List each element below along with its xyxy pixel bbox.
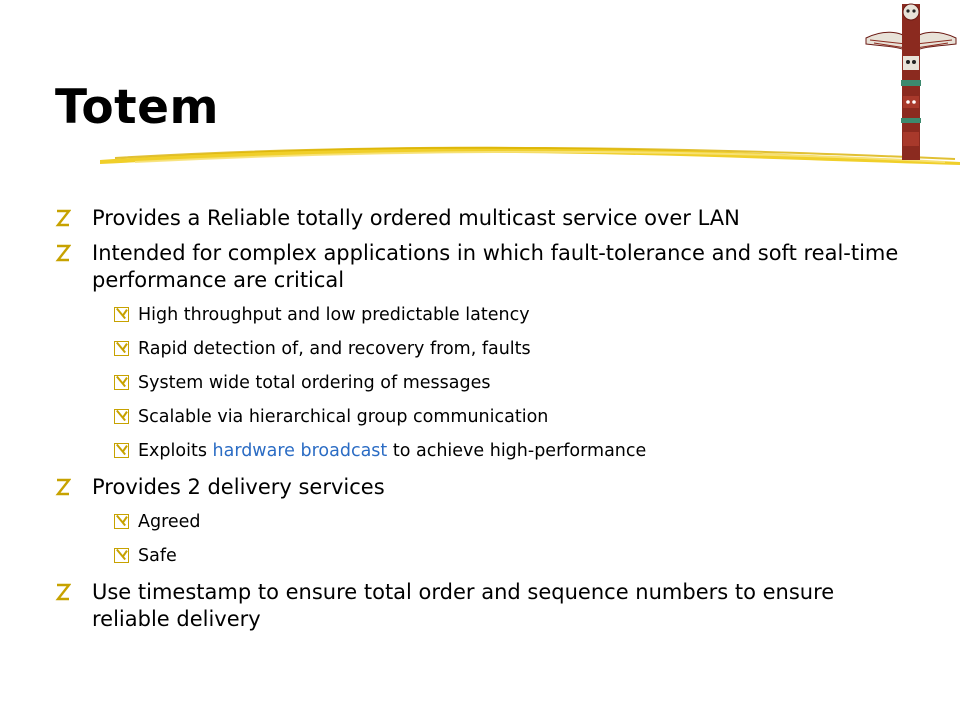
sub-bullet-text: High throughput and low predictable latency bbox=[138, 305, 530, 325]
checkbox-y-icon bbox=[114, 514, 129, 529]
checkbox-y-icon bbox=[114, 409, 129, 424]
checkbox-y-icon bbox=[114, 307, 129, 322]
title-underline-stroke bbox=[95, 138, 960, 168]
z-dingbat-icon bbox=[55, 244, 71, 262]
sub-bullet-pre: Exploits bbox=[138, 441, 213, 461]
bullet-list bbox=[55, 205, 915, 641]
sub-bullet-text: Agreed bbox=[138, 512, 201, 532]
bullet-1 bbox=[55, 205, 915, 232]
bullet-text: Provides a Reliable totally ordered multicast service over LAN bbox=[92, 206, 740, 230]
z-dingbat-icon bbox=[55, 583, 71, 601]
sub-bullet bbox=[31, 511, 891, 533]
sub-bullet-post: to achieve high-performance bbox=[387, 441, 647, 461]
checkbox-y-icon bbox=[114, 375, 129, 390]
sub-bullet bbox=[31, 406, 891, 428]
bullet-4 bbox=[55, 579, 915, 633]
checkbox-y-icon bbox=[114, 443, 129, 458]
sub-bullet bbox=[31, 545, 891, 567]
z-dingbat-icon bbox=[55, 209, 71, 227]
bullet-text: Intended for complex applications in which fault-tolerance and soft real-time performance are critical bbox=[92, 241, 899, 292]
sub-bullet-text: System wide total ordering of messages bbox=[138, 373, 491, 393]
sub-bullet bbox=[31, 372, 891, 394]
z-dingbat-icon bbox=[55, 478, 71, 496]
slide-title: Totem bbox=[55, 80, 219, 135]
bullet-text: Use timestamp to ensure total order and sequence numbers to ensure reliable delivery bbox=[92, 580, 835, 631]
sub-bullet-text: Rapid detection of, and recovery from, faults bbox=[138, 339, 531, 359]
bullet-3 bbox=[55, 474, 915, 501]
sub-bullet-text: Safe bbox=[138, 546, 177, 566]
checkbox-y-icon bbox=[114, 341, 129, 356]
hardware-broadcast-link[interactable]: hardware broadcast bbox=[212, 441, 388, 461]
bullet-text: Provides 2 delivery services bbox=[92, 475, 385, 499]
sub-bullet bbox=[31, 440, 891, 462]
sub-bullet-text: Scalable via hierarchical group communication bbox=[138, 407, 549, 427]
checkbox-y-icon bbox=[114, 548, 129, 563]
bullet-2 bbox=[55, 240, 915, 294]
sub-bullet bbox=[31, 338, 891, 360]
totem-pole-image bbox=[862, 0, 960, 160]
sub-bullet bbox=[31, 304, 891, 326]
